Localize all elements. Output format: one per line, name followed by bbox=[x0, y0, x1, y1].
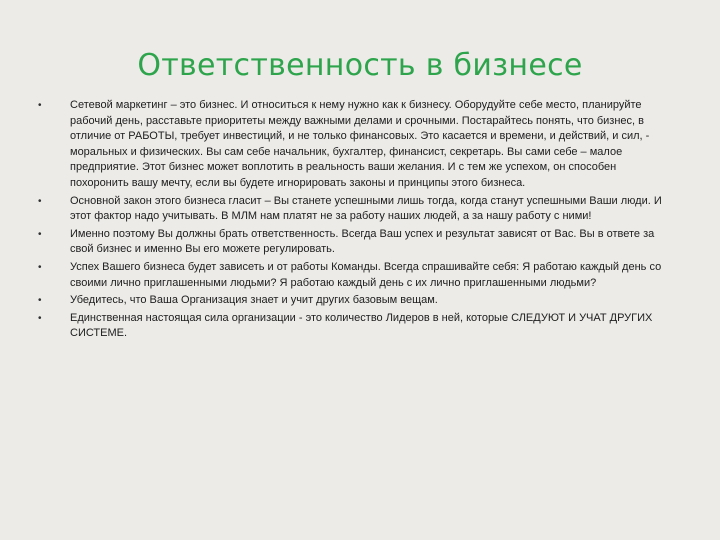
list-item bbox=[38, 194, 668, 225]
bullet-text: Убедитесь, что Ваша Организация знает и учит других базовым вещам. bbox=[70, 294, 438, 307]
bullet-icon: • bbox=[38, 195, 42, 207]
bullet-text: Основной закон этого бизнеса гласит – Вы станете успешными лишь тогда, когда станут успешными Ваши люди. И этот фактор надо учитывать. В МЛМ нам платят не за работу наших людей, а за нашу работу с ними! bbox=[70, 194, 662, 223]
bullet-list bbox=[38, 98, 668, 344]
list-item bbox=[38, 98, 668, 192]
bullet-text: Единственная настоящая сила организации - это количество Лидеров в ней, которые СЛЕДУЮТ И УЧАТ ДРУГИХ СИСТЕМЕ. bbox=[70, 311, 653, 340]
bullet-icon: • bbox=[38, 100, 42, 111]
slide-title: Ответственность в бизнесе bbox=[137, 48, 583, 83]
bullet-icon: • bbox=[38, 261, 42, 273]
bullet-icon: • bbox=[38, 295, 42, 307]
list-item bbox=[38, 260, 668, 291]
list-item bbox=[38, 293, 668, 309]
bullet-text: Именно поэтому Вы должны брать ответственность. Всегда Ваш успех и результат зависят от Вас. Вы в ответе за свой бизнес и именно Вы его можете регулировать. bbox=[70, 227, 655, 256]
list-item bbox=[38, 311, 668, 342]
bullet-icon: • bbox=[38, 312, 42, 324]
list-item bbox=[38, 227, 668, 258]
bullet-text: Успех Вашего бизнеса будет зависеть и от работы Команды. Всегда спрашивайте себя: Я работаю каждый день со своими лично приглашенными людьми? Я работаю каждый день с их лично приглашенными людьми? bbox=[70, 260, 662, 289]
bullet-text: Сетевой маркетинг – это бизнес. И относиться к нему нужно как к бизнесу. Оборудуйте себе место, планируйте рабочий день, расставьте приоритеты между важными делами и срочными. Постарайтесь понять, что бизнес, в отличие от РАБОТЫ, требует инвестиций, и не только финансовых. Это касается и времени, и действий, и сил, - моральных и физических. Вы сам себе начальник, бухгалтер, финансист, секретарь. Вы сами себе – малое предприятие. Этот бизнес может воплотить в реальность ваши желания. И с тем же успехом, он способен похоронить вашу мечту, если вы будете игнорировать законы и принципы этого бизнеса. bbox=[70, 99, 650, 189]
bullet-icon: • bbox=[38, 228, 42, 240]
